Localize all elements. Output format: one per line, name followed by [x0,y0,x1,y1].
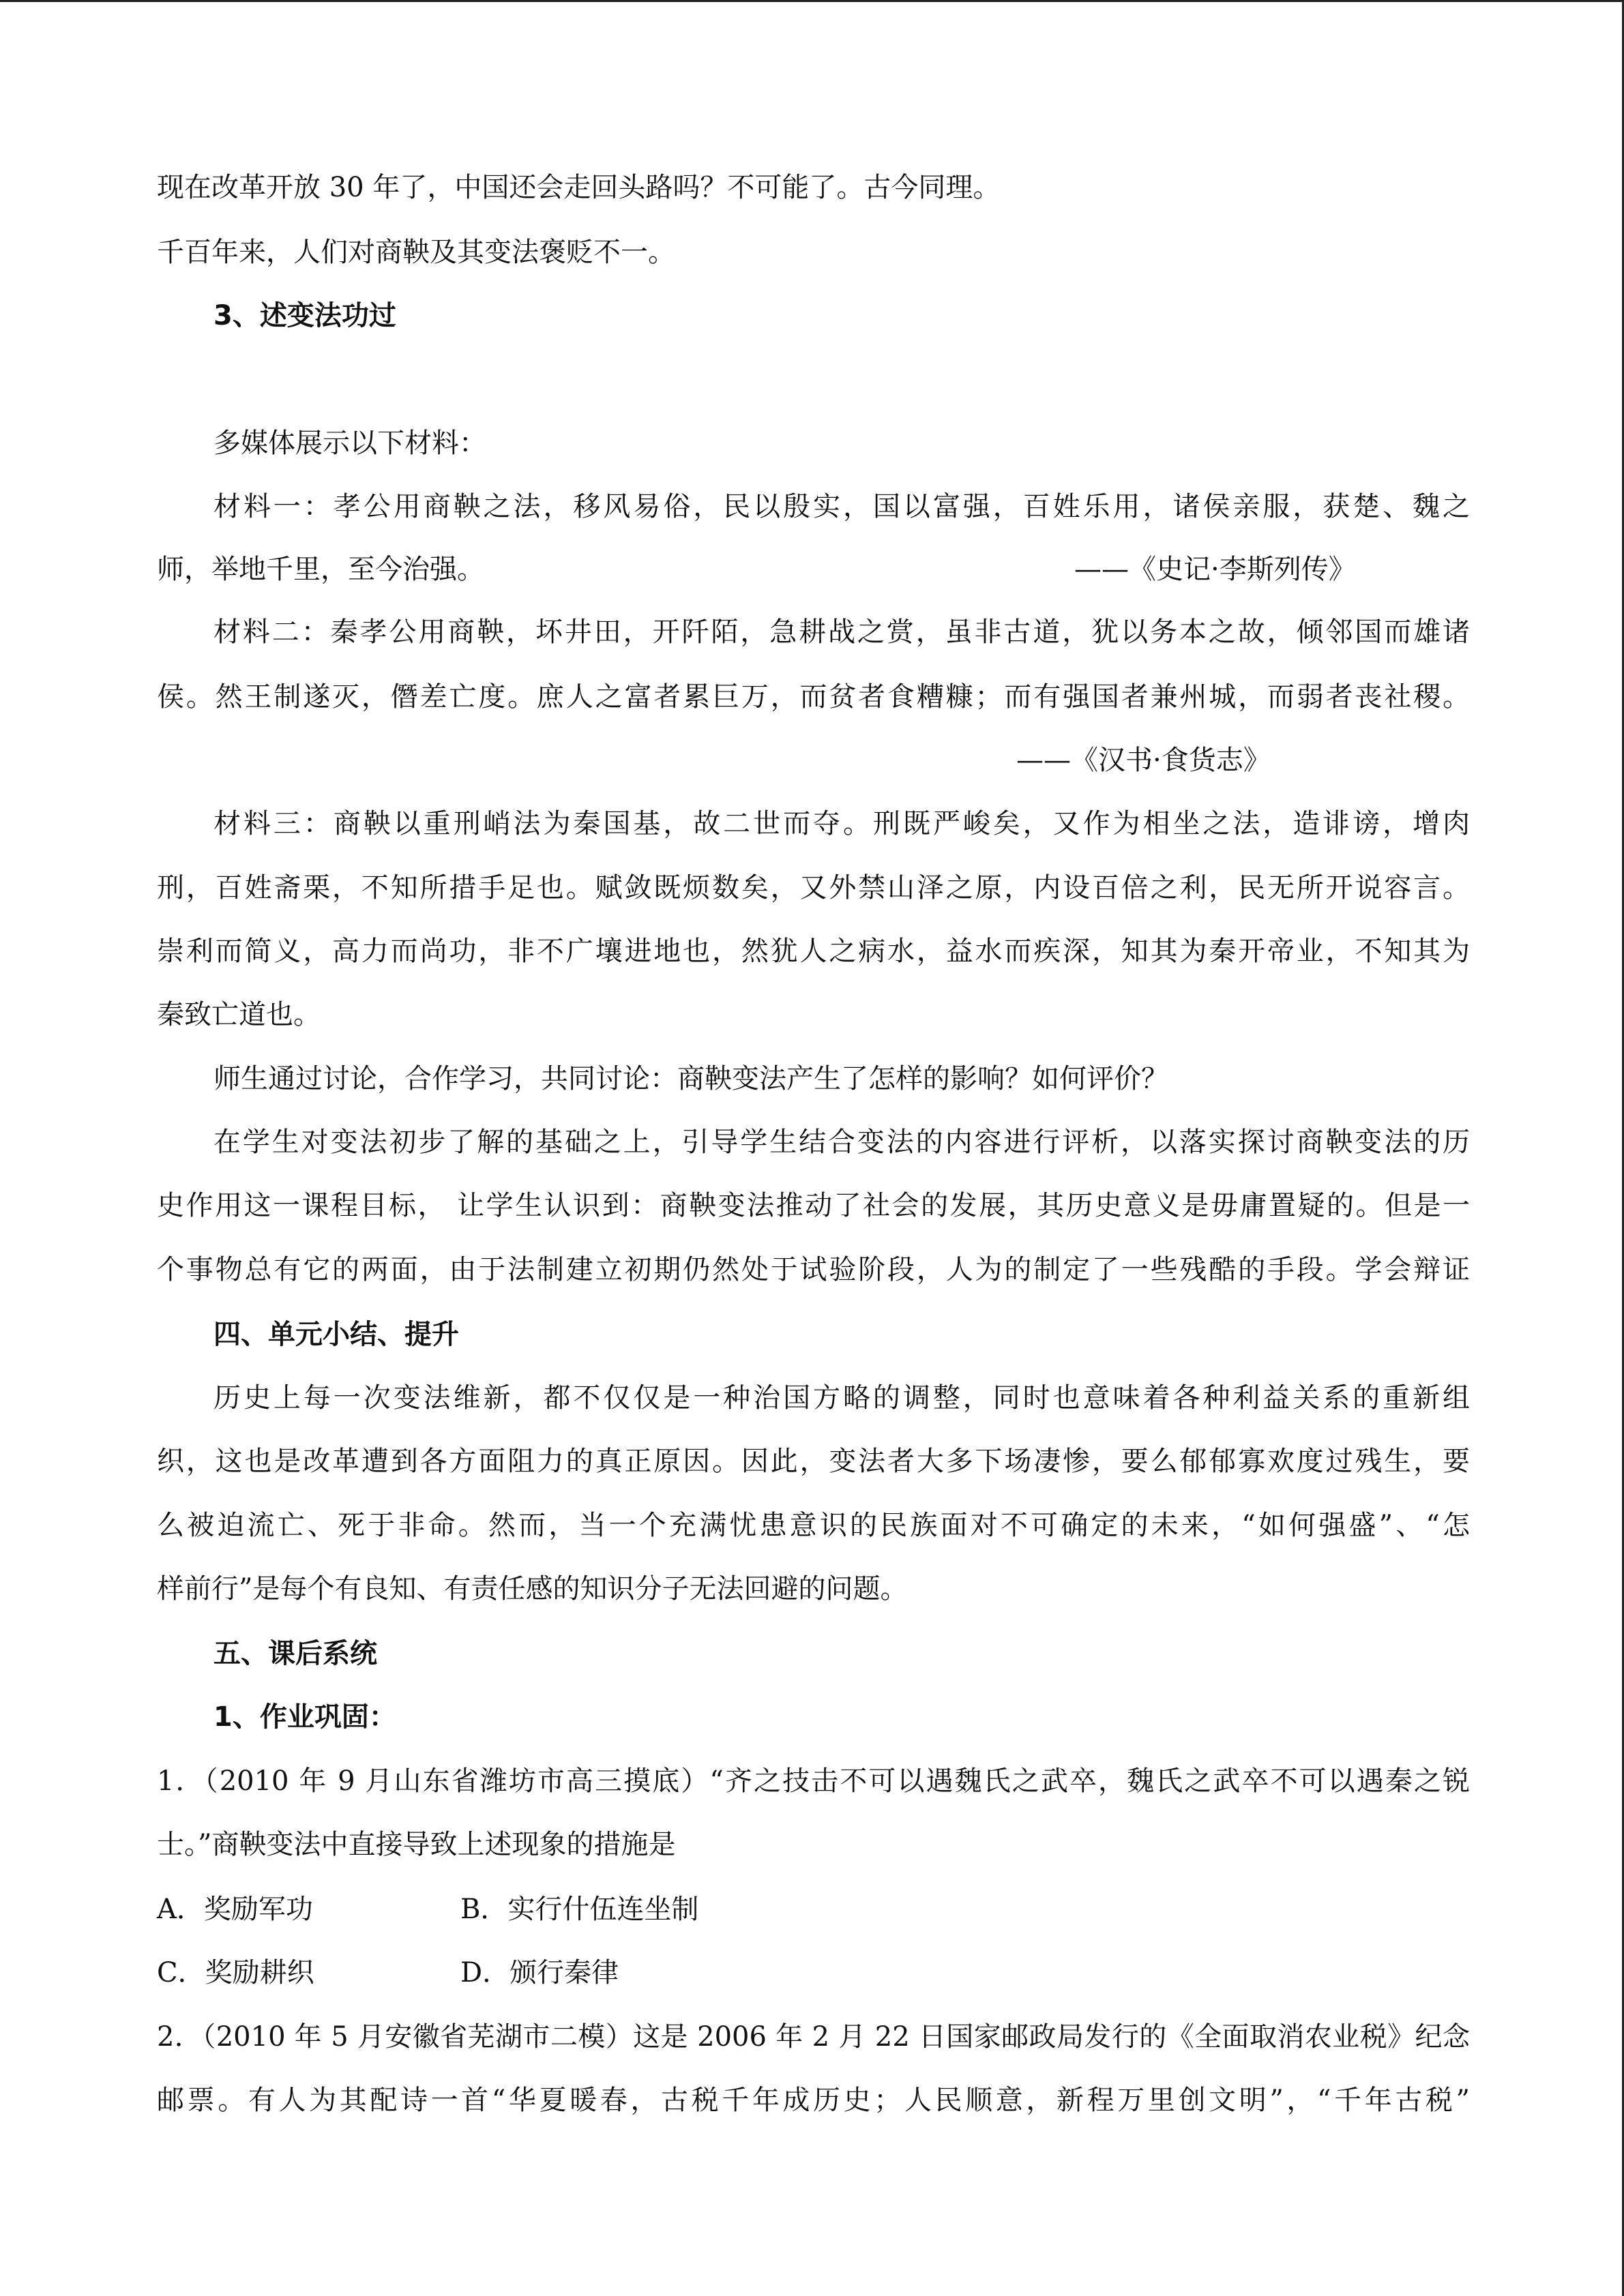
paragraph-line: 么被迫流亡、死于非命。然而，当一个充满忧患意识的民族面对不可确定的未来，“如何强盛”、“怎 [157,1510,1470,1541]
question-line: 士。”商鞅变法中直接导致上述现象的措施是 [157,1829,676,1860]
paragraph-line: 史作用这一课程目标， 让学生认识到：商鞅变法推动了社会的发展，其历史意义是毋庸置疑的。但是一 [157,1190,1470,1221]
section-heading: 3、述变法功过 [213,300,396,331]
material-two-line: 侯。然王制遂灭，僭差亡度。庶人之富者累巨万，而贫者食糟糠；而有强国者兼州城，而弱者丧社稷。 [157,681,1470,713]
option-d: D．颁行秦律 [460,1957,619,1988]
section-heading: 1、作业巩固： [213,1701,396,1733]
question-line: 2．（2010 年 5 月安徽省芜湖市二模）这是 2006 年 2 月 22 日国家邮政局发行的《全面取消农业税》纪念 [157,2021,1470,2053]
section-heading: 四、单元小结、提升 [213,1319,459,1350]
question-line: 1．（2010 年 9 月山东省潍坊市高三摸底）“齐之技击不可以遇魏氏之武卒，魏氏之武卒不可以遇秦之锐 [157,1765,1470,1797]
question-line: 邮票。有人为其配诗一首“华夏暖春，古税千年成历史；人民顺意，新程万里创文明”，“千年古税” [157,2085,1470,2116]
material-three-line: 秦致亡道也。 [157,999,321,1030]
paragraph-line: 样前行”是每个有良知、有责任感的知识分子无法回避的问题。 [157,1573,908,1605]
option-a: A．奖励军功 [157,1894,313,1925]
section-heading: 五、课后系统 [213,1638,377,1669]
material-three-line: 材料三：商鞅以重刑峭法为秦国基，故二世而夺。刑既严峻矣，又作为相坐之法，造诽谤，增肉 [213,808,1470,839]
discussion-line: 师生通过讨论，合作学习，共同讨论：商鞅变法产生了怎样的影响？如何评价？ [213,1063,1168,1094]
material-three-line: 崇利而简义，高力而尚功，非不广壤进地也，然犹人之病水，益水而疾深，知其为秦开帝业，不知其为 [157,936,1470,967]
paragraph-line: 历史上每一次变法维新，都不仅仅是一种治国方略的调整，同时也意味着各种利益关系的重新组 [213,1382,1470,1414]
option-c: C．奖励耕织 [157,1957,314,1988]
paragraph-line: 个事物总有它的两面，由于法制建立初期仍然处于试验阶段，人为的制定了一些残酷的手段。学会辩证 [157,1254,1470,1285]
material-one-source: ——《史记·李斯列传》 [1074,554,1356,585]
material-two-line: 材料二：秦孝公用商鞅，坏井田，开阡陌，急耕战之赏，虽非古道，犹以务本之故，倾邻国而雄诸 [213,616,1470,648]
material-two-source: ——《汉书·食货志》 [1016,745,1271,776]
material-three-line: 刑，百姓斋栗，不知所措手足也。赋敛既烦数矣，又外禁山泽之原，内设百倍之利，民无所开说容言。 [157,872,1470,904]
paragraph-line: 织，这也是改革遭到各方面阻力的真正原因。因此，变法者大多下场凄惨，要么郁郁寡欢度过残生，要 [157,1446,1470,1477]
material-one-line: 材料一：孝公用商鞅之法，移风易俗，民以殷实，国以富强，百姓乐用，诸侯亲服，获楚、魏之 [213,491,1470,522]
material-one-line: 师，举地千里，至今治强。 [157,554,484,585]
paragraph-line: 多媒体展示以下材料： [213,428,486,459]
paragraph-line: 现在改革开放 30 年了，中国还会走回头路吗？不可能了。古今同理。 [157,172,1001,203]
option-b: B．实行什伍连坐制 [460,1894,699,1925]
page-border-top [0,0,1624,2]
paragraph-line: 千百年来，人们对商鞅及其变法褒贬不一。 [157,237,675,268]
paragraph-line: 在学生对变法初步了解的基础之上，引导学生结合变法的内容进行评析，以落实探讨商鞅变法的历 [213,1127,1470,1158]
